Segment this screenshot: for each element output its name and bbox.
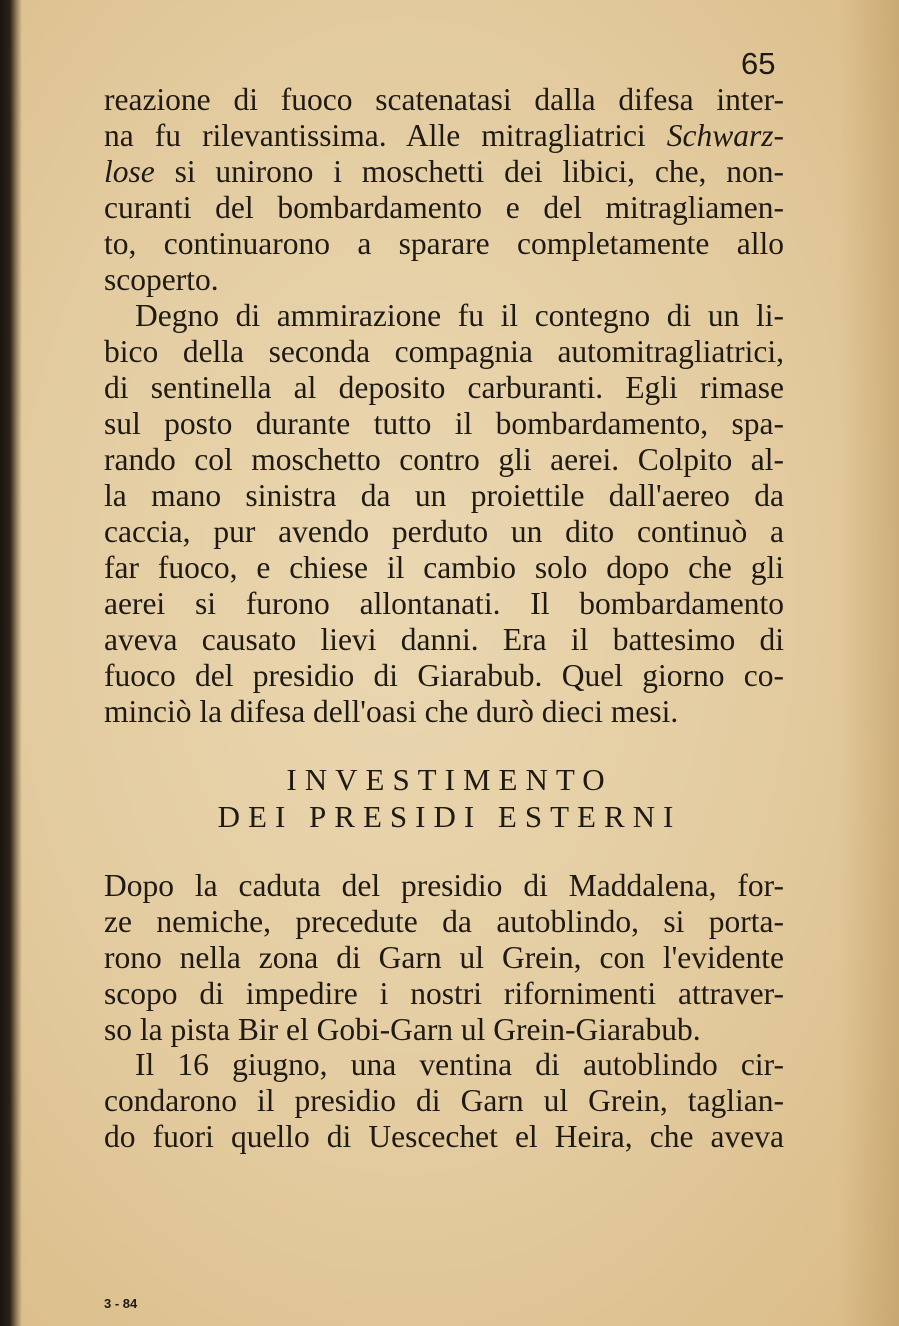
text-line: rono nella zona di Garn ul Grein, con l'evidente bbox=[104, 940, 784, 975]
text-line: caccia, pur avendo perduto un dito continuò a bbox=[104, 514, 784, 549]
italic-term: lose bbox=[104, 154, 155, 189]
heading-line-1: INVESTIMENTO bbox=[286, 762, 613, 797]
text-line: reazione di fuoco scatenatasi dalla difesa inter- bbox=[104, 82, 784, 117]
text-line: ze nemiche, precedute da autoblindo, si porta- bbox=[104, 904, 784, 939]
text-line: sul posto durante tutto il bombardamento, spa- bbox=[104, 406, 784, 441]
text-span: si unirono i moschetti dei libici, che, non- bbox=[154, 154, 784, 189]
text-line: do fuori quello di Uescechet el Heira, che aveva bbox=[104, 1119, 784, 1154]
text-line: minciò la difesa dell'oasi che durò dieci mesi. bbox=[104, 694, 679, 729]
page-edge-shading bbox=[839, 0, 899, 1326]
text-line: aveva causato lievi danni. Era il battesimo di bbox=[104, 622, 784, 657]
text-line: aerei si furono allontanati. Il bombardamento bbox=[104, 586, 784, 621]
text-line: Dopo la caduta del presidio di Maddalena, for- bbox=[104, 868, 784, 903]
text-line: far fuoco, e chiese il cambio solo dopo che gli bbox=[104, 550, 784, 585]
text-line: Il 16 giugno, una ventina di autoblindo cir- bbox=[135, 1047, 784, 1082]
text-line: curanti del bombardamento e del mitragliamen- bbox=[104, 190, 784, 225]
text-line: rando col moschetto contro gli aerei. Colpito al- bbox=[104, 442, 784, 477]
text-line: la mano sinistra da un proiettile dall'aereo da bbox=[104, 478, 784, 513]
printer-signature-mark: 3 - 84 bbox=[104, 1296, 138, 1311]
text-line: scoperto. bbox=[104, 262, 219, 297]
text-line bbox=[104, 118, 784, 154]
heading-line-2: DEI PRESIDI ESTERNI bbox=[217, 799, 682, 834]
italic-term: Schwarz- bbox=[666, 118, 784, 153]
text-span: na fu rilevantissima. Alle mitragliatrici bbox=[104, 118, 667, 153]
text-line: di sentinella al deposito carburanti. Egli rimase bbox=[104, 370, 784, 405]
text-line bbox=[104, 154, 784, 190]
text-line: condarono il presidio di Garn ul Grein, taglian- bbox=[104, 1083, 784, 1118]
binding-shadow bbox=[0, 0, 22, 1326]
text-line: fuoco del presidio di Giarabub. Quel giorno co- bbox=[104, 658, 784, 693]
text-line: so la pista Bir el Gobi-Garn ul Grein-Giarabub. bbox=[104, 1012, 701, 1047]
text-line: bico della seconda compagnia automitragliatrici, bbox=[104, 334, 784, 369]
text-line: to, continuarono a sparare completamente allo bbox=[104, 226, 784, 261]
text-line: scopo di impedire i nostri rifornimenti attraver- bbox=[104, 976, 784, 1011]
text-line: Degno di ammirazione fu il contegno di un li- bbox=[135, 298, 784, 333]
page-number: 65 bbox=[741, 46, 776, 81]
